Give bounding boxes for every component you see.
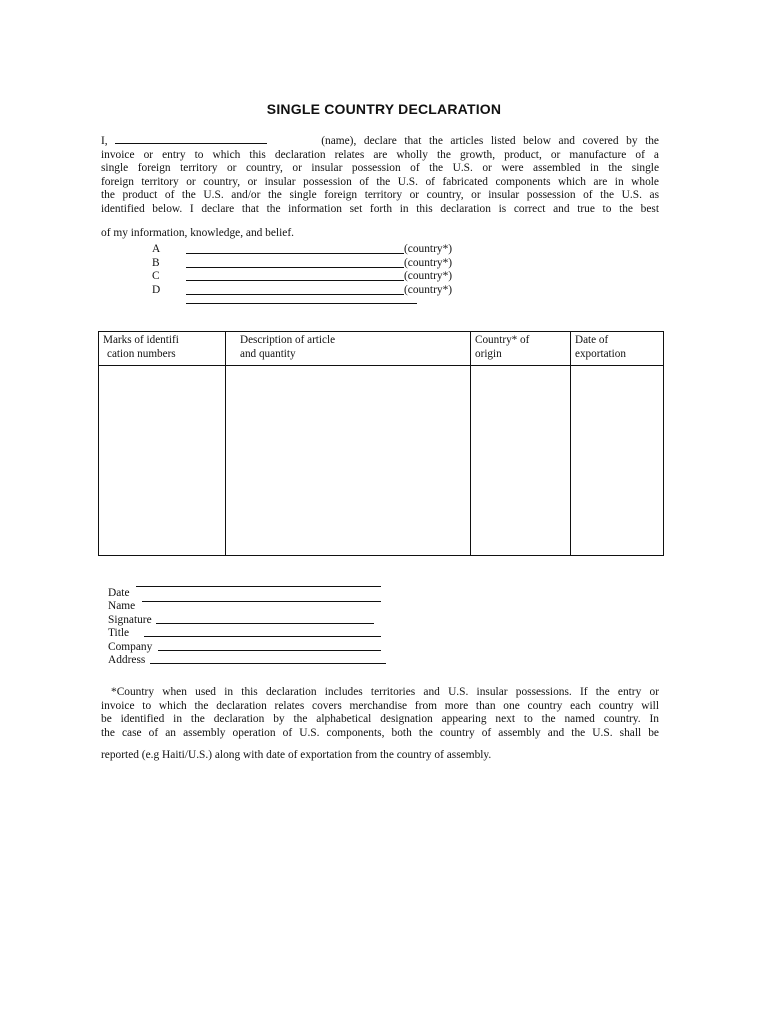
page-title: SINGLE COUNTRY DECLARATION xyxy=(266,101,502,117)
title-blank-field[interactable] xyxy=(144,636,381,637)
articles-table xyxy=(98,331,664,556)
declaration-line1-suffix: (name), declare that the articles listed below and covered by the xyxy=(321,135,659,147)
header-text: cation numbers xyxy=(107,347,176,360)
field-label: Date xyxy=(108,587,130,599)
country-row-b xyxy=(152,257,472,270)
footnote-line: invoice to which the declaration relates covers merchandise from more than one country each country will xyxy=(101,699,659,712)
footnote-paragraph xyxy=(101,686,659,740)
address-blank-field[interactable] xyxy=(150,663,386,664)
header-text: and quantity xyxy=(240,347,296,360)
description-cell[interactable] xyxy=(226,366,471,556)
footnote-last-line: reported (e.g Haiti/U.S.) along with date of exportation from the country of assembly. xyxy=(101,749,492,761)
field-label: Title xyxy=(108,627,130,639)
country-cell[interactable] xyxy=(471,366,571,556)
header-text: Country* of xyxy=(475,334,530,346)
header-text: Date of xyxy=(575,334,609,346)
declaration-prefix: I, xyxy=(101,135,108,147)
date-of-exportation-header xyxy=(571,332,664,366)
signature-row-date xyxy=(108,587,398,600)
country-row-c xyxy=(152,270,472,283)
field-label: Address xyxy=(108,654,146,666)
declaration-line: the product of the U.S. and/or the single foreign territory or country, or insular possession of the U.S. as xyxy=(101,189,659,202)
country-blank-field[interactable] xyxy=(186,267,404,268)
signature-row-signature xyxy=(108,614,398,627)
header-text: origin xyxy=(475,347,502,360)
marks-header xyxy=(99,332,226,366)
footnote-line: be identified in the declaration by the alphabetical designation appearing next to the named country. In xyxy=(101,713,659,726)
country-letter: D xyxy=(152,284,161,296)
date-blank-field[interactable] xyxy=(136,586,381,587)
country-row-a xyxy=(152,243,472,256)
signature-row-name xyxy=(108,600,398,613)
declaration-line: foreign territory or country, or insular possession of the U.S. of fabricated components which are in whole xyxy=(101,175,659,188)
header-text: Marks of identifi xyxy=(103,334,179,346)
country-label: (country*) xyxy=(404,270,453,282)
country-letter: C xyxy=(152,270,160,282)
field-label: Company xyxy=(108,641,153,653)
signature-blank-field[interactable] xyxy=(156,623,374,624)
country-label: (country*) xyxy=(404,243,453,255)
country-blank-field[interactable] xyxy=(186,294,404,295)
declaration-line-1 xyxy=(101,133,659,149)
table-row xyxy=(99,366,664,556)
country-letter: B xyxy=(152,257,160,269)
table-header-row xyxy=(99,332,664,366)
header-text: exportation xyxy=(575,347,626,360)
extra-blank-field[interactable] xyxy=(186,303,417,304)
field-label: Name xyxy=(108,600,136,612)
footnote-line: *Country when used in this declaration includes territories and U.S. insular possessions. If the entry or xyxy=(111,686,659,698)
field-label: Signature xyxy=(108,614,152,626)
declaration-line: invoice or entry to which this declaration relates are wholly the growth, product, or manufacture of a xyxy=(101,148,659,161)
country-label: (country*) xyxy=(404,284,453,296)
description-header xyxy=(226,332,471,366)
footnote-line: the case of an assembly operation of U.S. components, both the country of assembly and the U.S. shall be xyxy=(101,726,659,739)
country-blank-field[interactable] xyxy=(186,280,404,281)
marks-cell[interactable] xyxy=(99,366,226,556)
country-row-d xyxy=(152,284,472,297)
country-blank-field[interactable] xyxy=(186,253,404,254)
name-blank-field[interactable] xyxy=(142,601,381,602)
signature-row-address xyxy=(108,654,398,667)
declaration-paragraph xyxy=(101,133,659,217)
signature-row-title xyxy=(108,627,398,640)
date-cell[interactable] xyxy=(571,366,664,556)
country-letter: A xyxy=(152,243,161,255)
signature-row-company xyxy=(108,641,398,654)
name-blank-field[interactable] xyxy=(115,133,267,144)
declaration-line: identified below. I declare that the information set forth in this declaration is correct and true to the best xyxy=(101,202,659,215)
country-label: (country*) xyxy=(404,257,453,269)
company-blank-field[interactable] xyxy=(158,650,381,651)
declaration-last-line: of my information, knowledge, and belief. xyxy=(101,227,294,239)
country-of-origin-header xyxy=(471,332,571,366)
header-text: Description of article xyxy=(240,334,336,346)
declaration-line: single foreign territory or country, or insular possession of the U.S. or were assembled in the single xyxy=(101,162,659,175)
